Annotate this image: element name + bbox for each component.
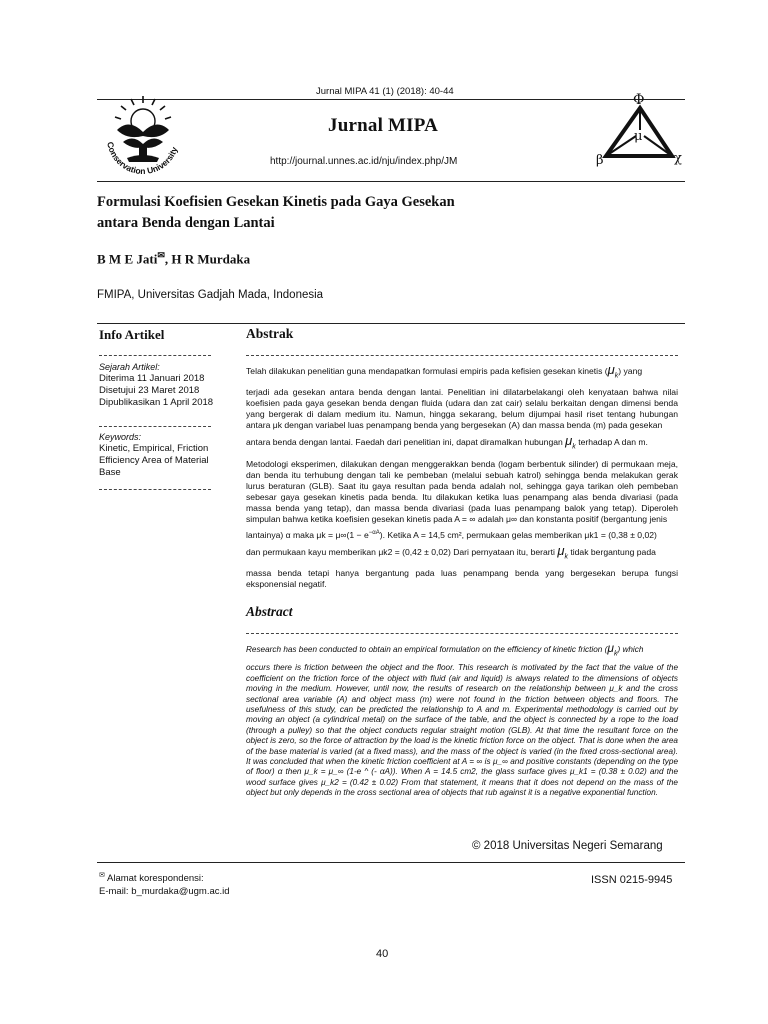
symbol-phi: Φ [633, 92, 645, 108]
abstrak-p2: Metodologi eksperimen, dilakukan dengan menggerakkan benda (logam berbentuk silinder) di permukaan meja, dan benda itu terhubung dengan tali ke pembeban (melalui sebuah katrol) sehingga benda melakukan gerak lurus beraturan (GLB). Saat itu gaya resultan pada benda adalah nol, sehingga gaya tarikan oleh pembeban sebesar gaya gesekan kinetis pada benda. Itu dilakukan ketika luas penampang alas benda divariasi (pada massa benda yang tetap), dan massa benda divariasi (pada luas penampang balok yang tetap). Diperoleh simpulan bahwa ketika koefisien gesekan kinetis pada A = ∞ adalah μ∞ dan konstanta positif (bergantung jenis [246, 459, 678, 525]
journal-url[interactable]: http://journal.unnes.ac.id/nju/index.php/JM [270, 156, 458, 167]
abstrak-p2-line-b: ). Ketika A = 14,5 cm², permukaan gelas memberikan μk1 = (0,38 ± 0,02) [379, 530, 657, 541]
logo-icon [97, 90, 189, 180]
footer-rule [97, 862, 685, 863]
abstrak-p1-d: antara benda dengan lantai. Faedah dari penelitian ini, dapat diramalkan hubungan [246, 436, 563, 447]
abstract-heading: Abstract [246, 604, 293, 619]
section-rule [97, 323, 685, 324]
header-bottom-rule [97, 181, 685, 182]
mu-k-symbol-3: $\mu_k$ [557, 543, 568, 561]
authors [97, 250, 250, 267]
received-date: Diterima 11 Januari 2018 [99, 372, 205, 384]
mu-k-symbol-4: $\mu_k$ [607, 641, 618, 658]
correspondence-mark: ✉ [157, 250, 165, 260]
approved-date: Disetujui 23 Maret 2018 [99, 384, 200, 396]
mu-k-symbol: $\mu_k$ [607, 362, 619, 380]
abstract-p-a: Research has been conducted to obtain an empirical formulation on the efficiency of kinetic friction ( [246, 645, 608, 654]
keywords-label: Keywords: [99, 432, 142, 442]
abstrak-p2-line-d: tidak bergantung pada [570, 547, 656, 558]
info-divider-2 [99, 426, 211, 427]
abstrak-divider [246, 355, 678, 356]
abstrak-p2-end: massa benda tetapi hanya bergantung pada luas penampang benda yang bergesekan berupa fungsi eksponensial negatif. [246, 567, 678, 589]
article-history [99, 362, 229, 409]
journal-symbol [596, 88, 688, 172]
corr-email[interactable]: E-mail: b_murdaka@ugm.ac.id [99, 886, 230, 898]
author-1: B M E Jati [97, 251, 158, 267]
journal-title: Jurnal MIPA [328, 115, 439, 136]
info-heading: Info Artikel [99, 327, 165, 342]
correspondence [99, 869, 230, 898]
corr-label: Alamat korespondensi: [107, 873, 204, 885]
abstrak-p1-c: terjadi ada gesekan antara benda dengan lantai. Penelitian ini dilatarbelakangi oleh kenyataan bahwa nilai koefisien pada gaya gesekan benda dengan fluida (udara dan zat cair) selalu berkaitan dengan dimensi benda yang bergerak di dalam medium itu. Namun, hingga sekarang, belum dijumpai hasil riset tentang hubungan antara μk dengan variabel luas penampang benda yang bergesekan (A) dan massa benda (m) pada gesekan [246, 386, 678, 430]
page-number: 40 [376, 948, 389, 960]
issn: ISSN 0215-9945 [591, 874, 673, 886]
copyright: © 2018 Universitas Negeri Semarang [472, 840, 663, 852]
abstract-p-c: occurs there is friction between the object and the floor. This research is motivated by the fact that the value of the coefficient on the friction force of the object with fluid (air and liquid) is always related to the dimensions of objects moving in the medium. However, until now, the results of research on the relationship between μ_k and the cross sectional area variable (A) and object mass (m) were not found in the friction between objects and floors. The usefulness of this study, can be predicted the relationship to A and m. Experimental methodology is carried out by moving an object (a cylindrical metal) on the surface of the table, and the object is connected by a rope to the load (through a pulley) so that the object conducts regular straight motion (GLB). At that time the resultant force on the object is zero, so the force of attraction by the load is the kinetic friction force on the object. That is done when the area of the base material is varied (at a fixed mass), and the mass of the object is varied (in the fixed cross-sectional area). It was concluded that when the kinetic friction coefficient at A = ∞ is μ_∞ and positive constants (depending on the type of floor) α then μ_k = μ_∞ (1-e ^ (- αA)). When A = 14.5 cm2, the glass surface gives μ_k1 = (0.38 ± 0.02) and the wood surface gives μ_k2 = (0.42 ± 0.02) From that statement, it means that it does not depend on the mass of the object but only depends in the cross sectional area of objects that rub against it is a negative exponential function. [246, 663, 678, 798]
abstrak-p1-b: ) yang [618, 366, 643, 376]
corr-mark: ✉ [99, 872, 105, 879]
abstrak-p2-line-a: lantainya) α maka μk = μ∞(1 − e [246, 530, 369, 541]
abstrak-p2-exp: −αA [368, 530, 380, 537]
abstrak-p1-a: Telah dilakukan penelitian guna mendapatkan formulasi empiris pada kefisien gesekan kinetis ( [246, 366, 608, 376]
abstrak-p1-e: terhadap A dan m. [578, 436, 648, 447]
abstrak-body [246, 364, 678, 590]
keywords [99, 432, 229, 479]
triangle-symbol-icon [596, 88, 688, 172]
university-logo [97, 90, 189, 180]
abstract-body [246, 642, 678, 799]
abstrak-heading: Abstrak [246, 326, 294, 341]
citation: Jurnal MIPA 41 (1) (2018): 40-44 [316, 86, 454, 97]
symbol-mu: μ [634, 129, 643, 144]
published-date: Dipublikasikan 1 April 2018 [99, 396, 214, 408]
article-title [97, 192, 455, 234]
author-2: , H R Murdaka [164, 251, 251, 267]
info-divider-3 [99, 489, 211, 490]
abstract-divider [246, 633, 678, 634]
symbol-chi: χ [674, 151, 682, 166]
keywords-line-3: Base [99, 466, 121, 478]
abstrak-p2-line-c: dan permukaan kayu memberikan μk2 = (0,42 ± 0,02) Dari pernyataan itu, berarti [246, 547, 555, 558]
info-divider [99, 355, 211, 356]
keywords-line-1: Kinetic, Empirical, Friction [99, 442, 209, 454]
mu-k-symbol-2: $\mu_k$ [565, 432, 576, 451]
symbol-beta: β [596, 153, 604, 168]
history-label: Sejarah Artikel: [99, 362, 160, 372]
affiliation: FMIPA, Universitas Gadjah Mada, Indonesia [97, 289, 324, 301]
title-line-2: antara Benda dengan Lantai [97, 215, 275, 231]
abstract-p-b: ) which [617, 645, 644, 654]
logo-text: Conservation University [105, 140, 180, 177]
title-line-1: Formulasi Koefisien Gesekan Kinetis pada Gaya Gesekan [97, 194, 455, 210]
keywords-line-2: Efficiency Area of Material [99, 454, 209, 466]
